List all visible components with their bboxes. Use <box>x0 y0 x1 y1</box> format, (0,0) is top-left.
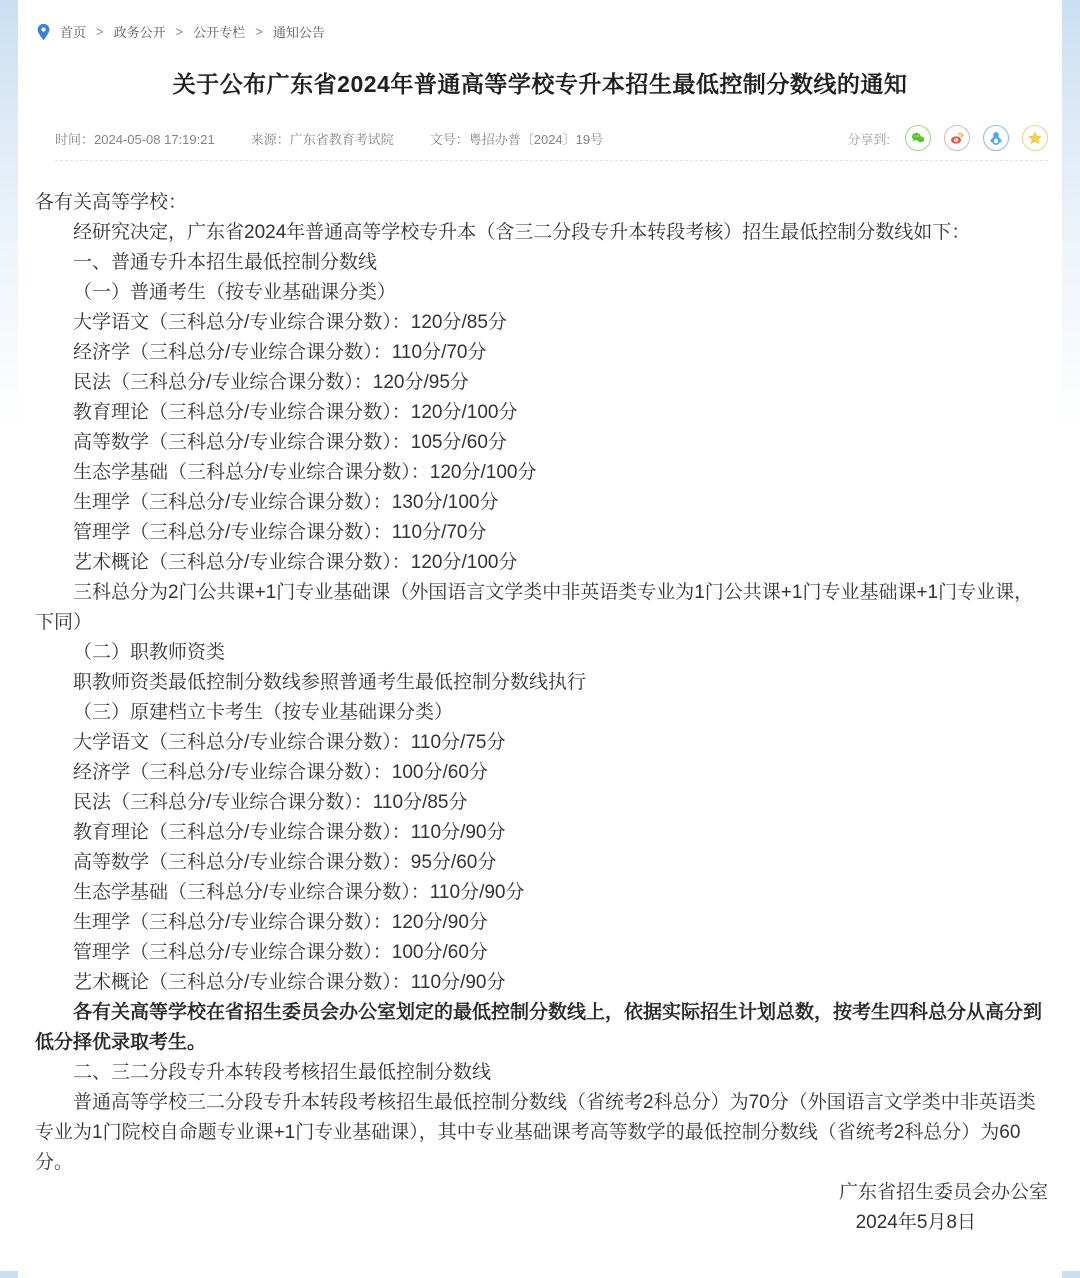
score-line: 大学语文（三科总分/专业综合课分数）：110分/75分 <box>73 732 506 753</box>
share-qq-button[interactable] <box>983 125 1009 151</box>
article-card <box>18 0 1062 1278</box>
breadcrumb-item-gov-info[interactable]: 政务公开 <box>113 25 166 40</box>
subsection-heading-1: （一）普通考生（按专业基础课分类） <box>73 282 397 303</box>
salutation: 各有关高等学校： <box>35 192 188 213</box>
score-line: 经济学（三科总分/专业综合课分数）：110分/70分 <box>73 342 487 363</box>
breadcrumb-separator: > <box>96 24 104 39</box>
breadcrumb-item-home[interactable]: 首页 <box>60 25 87 40</box>
signature-date: 2024年5月8日 <box>855 1212 976 1233</box>
score-line: 生态学基础（三科总分/专业综合课分数）：120分/100分 <box>73 462 537 483</box>
share-label: 分享到: <box>847 131 890 147</box>
score-line: 管理学（三科总分/专业综合课分数）：100分/60分 <box>73 942 488 963</box>
breadcrumb-separator: > <box>175 24 184 39</box>
star-icon <box>1027 130 1043 146</box>
score-line: 生理学（三科总分/专业综合课分数）：130分/100分 <box>73 492 499 513</box>
share-weibo-button[interactable] <box>944 125 970 151</box>
score-line: 艺术概论（三科总分/专业综合课分数）：110分/90分 <box>73 972 506 993</box>
score-line: 高等数学（三科总分/专业综合课分数）：95分/60分 <box>73 852 497 873</box>
breadcrumb <box>18 14 1062 41</box>
meta-row <box>55 125 1048 151</box>
breadcrumb-separator: > <box>255 24 263 39</box>
breadcrumb-item-columns[interactable]: 公开专栏 <box>193 25 246 40</box>
section-heading-2: 二、三二分段专升本转段考核招生最低控制分数线 <box>73 1062 492 1083</box>
emphasis-paragraph: 各有关高等学校在省招生委员会办公室划定的最低控制分数线上，依据实际招生计划总数，按考生四科总分从高分到低分择优录取考生。 <box>35 1002 1043 1053</box>
score-line: 生态学基础（三科总分/专业综合课分数）：110分/90分 <box>73 882 525 903</box>
score-line: 经济学（三科总分/专业综合课分数）：100分/60分 <box>73 762 488 783</box>
meta-time: 时间：2024-05-08 17:19:21 <box>55 131 215 147</box>
section-heading-1: 一、普通专升本招生最低控制分数线 <box>73 252 378 273</box>
score-line: 民法（三科总分/专业综合课分数）：110分/85分 <box>73 792 468 813</box>
article-body <box>18 161 1062 1238</box>
score-line: 艺术概论（三科总分/专业综合课分数）：120分/100分 <box>73 552 518 573</box>
qq-icon <box>988 130 1004 146</box>
intro-paragraph: 经研究决定，广东省2024年普通高等学校专升本（含三二分段专升本转段考核）招生最低控制分数线如下： <box>73 222 971 243</box>
score-line: 生理学（三科总分/专业综合课分数）：120分/90分 <box>73 912 488 933</box>
meta-source: 来源：广东省教育考试院 <box>250 131 394 147</box>
note-line: 职教师资类最低控制分数线参照普通考生最低控制分数线执行 <box>73 672 587 693</box>
share-bar <box>847 125 1048 151</box>
share-wechat-button[interactable] <box>905 125 931 151</box>
score-line: 管理学（三科总分/专业综合课分数）：110分/70分 <box>73 522 487 543</box>
subsection-heading-3: （三）原建档立卡考生（按专业基础课分类） <box>73 702 454 723</box>
weibo-icon <box>949 130 965 146</box>
closing-paragraph: 普通高等学校三二分段专升本转段考核招生最低控制分数线（省统考2科总分）为70分（外国语言文学类中非英语类专业为1门院校自命题专业课+1门专业基础课），其中专业基础课考高等数学的最低控制分数线（省统考2科总分）为60分。 <box>35 1092 1036 1173</box>
page-title: 关于公布广东省2024年普通高等学校专升本招生最低控制分数线的通知 <box>172 71 908 97</box>
share-favorite-button[interactable] <box>1022 125 1048 151</box>
score-line: 大学语文（三科总分/专业综合课分数）：120分/85分 <box>73 312 507 333</box>
note-paragraph: 三科总分为2门公共课+1门专业基础课（外国语言文学类中非英语类专业为1门公共课+1门专业基础课+1门专业课，下同） <box>35 582 1034 633</box>
wechat-icon <box>910 130 926 146</box>
subsection-heading-2: （二）职教师资类 <box>73 642 226 663</box>
score-line: 高等数学（三科总分/专业综合课分数）：105分/60分 <box>73 432 507 453</box>
meta-doc-number: 文号：粤招办普〔2024〕19号 <box>429 131 604 147</box>
signature: 广东省招生委员会办公室 <box>838 1182 1048 1203</box>
score-line: 民法（三科总分/专业综合课分数）：120分/95分 <box>73 372 469 393</box>
score-line: 教育理论（三科总分/专业综合课分数）：120分/100分 <box>73 402 518 423</box>
location-pin-icon <box>36 23 51 41</box>
score-line: 教育理论（三科总分/专业综合课分数）：110分/90分 <box>73 822 506 843</box>
breadcrumb-item-current: 通知公告 <box>272 25 325 40</box>
